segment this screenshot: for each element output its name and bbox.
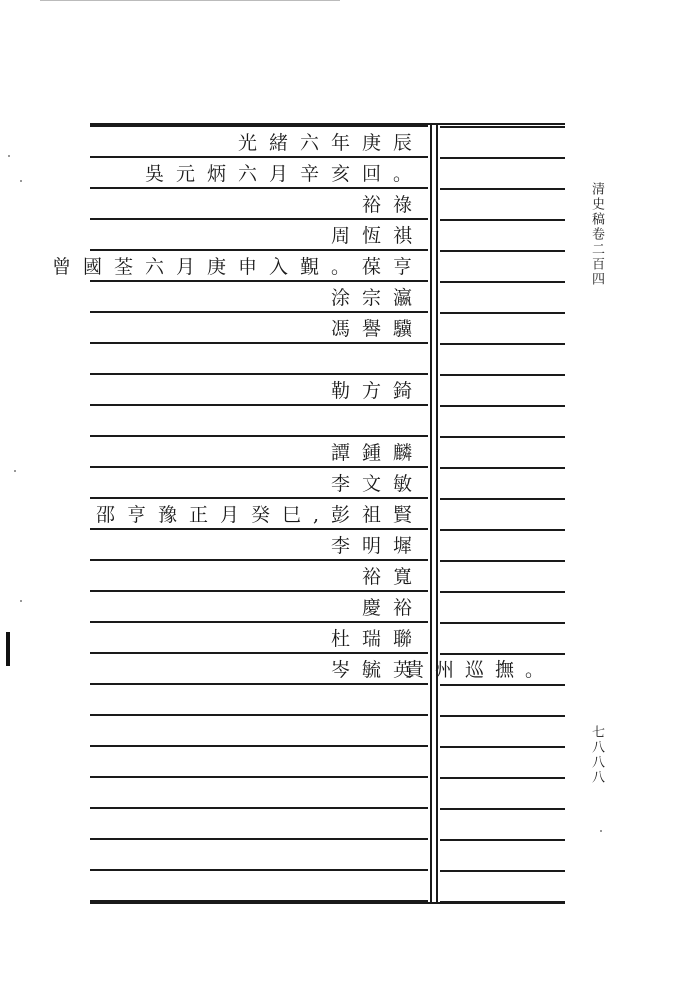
row-rule [90, 745, 428, 747]
table-row [90, 593, 428, 623]
row-rule [90, 125, 428, 127]
scan-speck [20, 600, 22, 602]
right-table-row [440, 283, 565, 313]
row-text: 李文敏 [330, 473, 424, 495]
row-rule [90, 776, 428, 778]
right-table-row [440, 531, 565, 561]
row-text: 涂宗瀛 [330, 287, 424, 309]
page-number: 七八八八 [589, 725, 604, 785]
right-table-row [440, 500, 565, 530]
column-divider [436, 123, 438, 903]
row-text: 杜瑞聯 [330, 628, 424, 650]
right-table-row [440, 562, 565, 592]
row-text: 曾國荃六月庚申入覲。葆亨 [51, 256, 424, 278]
scan-speck [8, 155, 10, 157]
scan-mark [6, 632, 10, 666]
right-table-row [440, 252, 565, 282]
table-row [90, 624, 428, 654]
right-table-row [440, 407, 565, 437]
row-rule [90, 869, 428, 871]
table-row [90, 376, 428, 406]
table-row [90, 159, 428, 189]
right-table-row [440, 376, 565, 406]
row-text: 譚鍾麟 [330, 442, 424, 464]
row-text: 勒方錡 [330, 380, 424, 402]
row-rule [440, 808, 565, 810]
row-rule [90, 807, 428, 809]
right-table-row [440, 314, 565, 344]
table-row [90, 500, 428, 530]
right-table-row [440, 128, 565, 158]
row-rule [440, 715, 565, 717]
row-text: 李明墀 [330, 535, 424, 557]
table-row [90, 438, 428, 468]
row-text: 岑毓英 [330, 659, 424, 681]
row-rule [440, 870, 565, 872]
table-row [90, 407, 428, 437]
table-row [90, 655, 428, 685]
table-row [90, 469, 428, 499]
row-text: 馮譽驥 [330, 318, 424, 340]
right-table-row [404, 655, 565, 685]
right-table-row [440, 190, 565, 220]
row-rule [440, 746, 565, 748]
row-text: 周恆祺 [330, 225, 424, 247]
row-text: 邵亨豫正月癸巳,彭祖賢 [95, 504, 424, 526]
row-rule [440, 839, 565, 841]
right-row-text: 貴州巡撫。 [404, 659, 555, 681]
table-row [90, 221, 428, 251]
column-divider [430, 123, 432, 903]
table-row [51, 252, 428, 282]
scan-speck [14, 470, 16, 472]
right-table-row [440, 221, 565, 251]
right-table-row [440, 438, 565, 468]
row-rule [440, 777, 565, 779]
right-table-row [440, 593, 565, 623]
margin-title: 清史稿卷二百四 [589, 182, 604, 287]
top-rule [40, 0, 340, 1]
row-rule [90, 838, 428, 840]
table-row [90, 345, 428, 375]
row-text: 吳元炳六月辛亥回。 [144, 163, 424, 185]
right-table-row [440, 469, 565, 499]
row-rule [90, 714, 428, 716]
scan-speck [600, 830, 602, 832]
table-row [90, 314, 428, 344]
row-text: 光緒六年庚辰 [237, 132, 424, 154]
row-text: 慶裕 [361, 597, 424, 619]
row-text: 裕寬 [361, 566, 424, 588]
top-table-rule [90, 123, 565, 125]
table-row [90, 562, 428, 592]
bottom-rule [90, 902, 565, 904]
right-table-row [440, 345, 565, 375]
right-table-row [440, 159, 565, 189]
table-row [90, 128, 428, 158]
table-row [90, 531, 428, 561]
scan-speck [20, 180, 22, 182]
table-row [90, 190, 428, 220]
table-row [90, 283, 428, 313]
row-text: 裕祿 [361, 194, 424, 216]
right-table-row [440, 624, 565, 654]
